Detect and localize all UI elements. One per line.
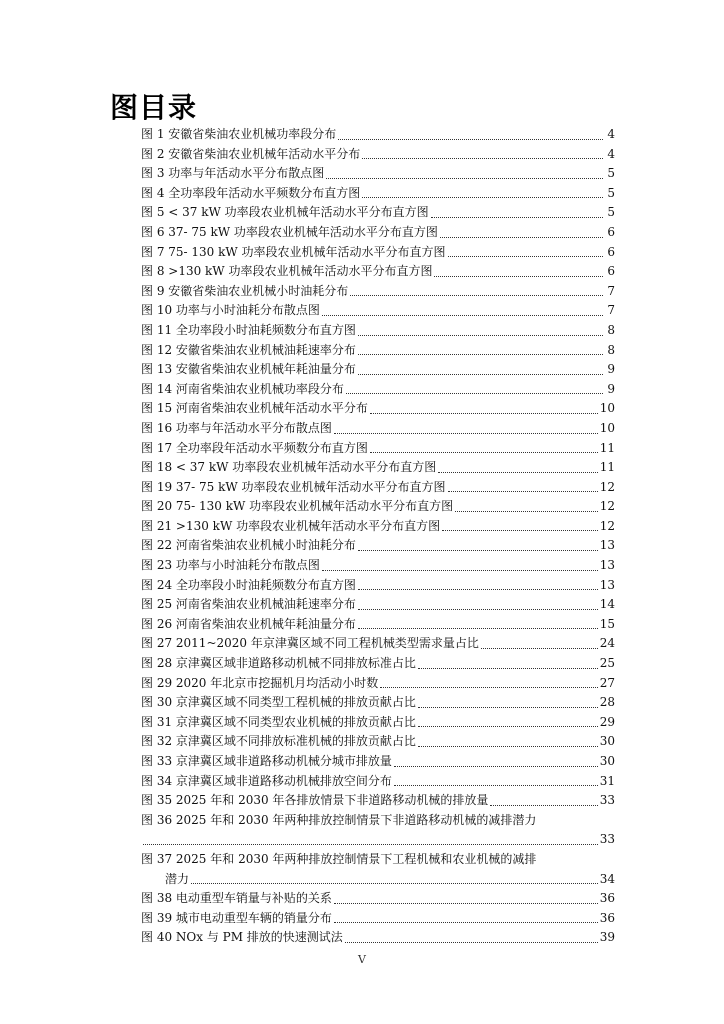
toc-entry[interactable] xyxy=(141,125,615,145)
toc-entry-page: 13 xyxy=(599,558,615,573)
toc-entry-page: 6 xyxy=(607,224,615,239)
toc-entry[interactable] xyxy=(141,184,615,204)
toc-entry-page: 14 xyxy=(599,597,615,612)
toc-entry-page: 11 xyxy=(599,440,615,455)
toc-entry-label: 图 35 2025 年和 2030 年各排放情景下非道路移动机械的排放量 xyxy=(141,793,489,808)
dot-leader xyxy=(362,197,603,198)
figure-list xyxy=(141,125,615,948)
toc-entry-page: 4 xyxy=(607,127,615,141)
dot-leader xyxy=(338,139,603,140)
toc-entry-label: 图 26 河南省柴油农业机械年耗油量分布 xyxy=(141,616,356,631)
toc-entry-label: 图 5 < 37 kW 功率段农业机械年活动水平分布直方图 xyxy=(141,205,429,220)
dot-leader xyxy=(418,707,598,708)
toc-entry-label: 图 29 2020 年北京市挖掘机月均活动小时数 xyxy=(141,675,379,690)
dot-leader xyxy=(322,570,598,571)
toc-entry-page: 5 xyxy=(607,185,615,200)
toc-entry[interactable] xyxy=(141,674,615,694)
toc-entry[interactable] xyxy=(141,203,615,223)
toc-entry-label: 图 1 安徽省柴油农业机械功率段分布 xyxy=(141,127,337,141)
toc-entry[interactable] xyxy=(141,439,615,459)
toc-entry[interactable] xyxy=(141,713,615,733)
toc-entry[interactable] xyxy=(141,458,615,478)
toc-entry[interactable] xyxy=(141,262,615,282)
dot-leader xyxy=(380,687,597,688)
toc-entry-label: 图 38 电动重型车销量与补贴的关系 xyxy=(141,891,332,906)
toc-entry-page: 8 xyxy=(607,342,615,357)
toc-entry[interactable] xyxy=(141,576,615,596)
dot-leader xyxy=(358,550,598,551)
dot-leader xyxy=(370,413,598,414)
toc-entry[interactable] xyxy=(141,321,615,341)
dot-leader xyxy=(448,256,603,257)
toc-entry[interactable] xyxy=(141,301,615,321)
toc-entry-label: 图 30 京津冀区域不同类型工程机械的排放贡献占比 xyxy=(141,695,416,710)
dot-leader xyxy=(394,785,598,786)
toc-entry-page: 10 xyxy=(599,401,615,416)
toc-entry[interactable] xyxy=(141,380,615,400)
toc-entry-label: 图 10 功率与小时油耗分布散点图 xyxy=(141,303,320,318)
toc-entry-label: 图 12 安徽省柴油农业机械油耗速率分布 xyxy=(141,342,356,357)
dot-leader xyxy=(334,922,598,923)
toc-entry-page: 5 xyxy=(607,205,615,220)
toc-entry[interactable] xyxy=(141,752,615,772)
toc-entry-page: 5 xyxy=(607,166,615,181)
toc-entry[interactable] xyxy=(141,889,615,909)
toc-entry-label: 图 6 37- 75 kW 功率段农业机械年活动水平分布直方图 xyxy=(141,224,438,239)
toc-entry-page: 31 xyxy=(599,773,615,788)
dot-leader xyxy=(326,178,603,179)
dot-leader xyxy=(358,628,598,629)
toc-entry[interactable] xyxy=(141,164,615,184)
toc-entry[interactable] xyxy=(141,517,615,537)
toc-entry-page: 34 xyxy=(599,871,615,886)
toc-entry-label: 图 21 >130 kW 功率段农业机械年活动水平分布直方图 xyxy=(141,518,441,533)
toc-entry-label: 图 32 京津冀区域不同排放标准机械的排放贡献占比 xyxy=(141,734,416,749)
toc-entry[interactable] xyxy=(141,223,615,243)
toc-entry-label: 图 19 37- 75 kW 功率段农业机械年活动水平分布直方图 xyxy=(141,479,446,494)
toc-entry-page: 7 xyxy=(607,303,615,318)
dot-leader xyxy=(490,805,597,806)
toc-entry-page: 6 xyxy=(607,244,615,259)
dot-leader xyxy=(442,530,598,531)
dot-leader xyxy=(362,158,603,159)
toc-entry-label: 图 18 < 37 kW 功率段农业机械年活动水平分布直方图 xyxy=(141,460,437,475)
toc-entry[interactable] xyxy=(141,693,615,713)
toc-entry-label: 图 16 功率与年活动水平分布散点图 xyxy=(141,420,332,435)
toc-entry-label: 图 17 全功率段年活动水平频数分布直方图 xyxy=(141,440,368,455)
page-title: 图目录 xyxy=(110,91,198,124)
toc-entry-label: 图 8 >130 kW 功率段农业机械年活动水平分布直方图 xyxy=(141,264,433,279)
toc-entry-page: 33 xyxy=(599,832,615,847)
toc-entry[interactable] xyxy=(141,399,615,419)
toc-entry-label: 图 25 河南省柴油农业机械油耗速率分布 xyxy=(141,597,356,612)
dot-leader xyxy=(358,354,603,355)
toc-entry-label: 图 11 全功率段小时油耗频数分布直方图 xyxy=(141,322,356,337)
toc-entry[interactable] xyxy=(141,654,615,674)
toc-entry[interactable] xyxy=(141,615,615,635)
dot-leader xyxy=(346,393,603,394)
dot-leader xyxy=(418,668,598,669)
dot-leader xyxy=(334,433,598,434)
toc-entry-page: 29 xyxy=(599,714,615,729)
toc-entry-label: 图 36 2025 年和 2030 年两种排放控制情景下非道路移动机械的减排潜力 xyxy=(141,812,537,827)
toc-entry-label: 图 22 河南省柴油农业机械小时油耗分布 xyxy=(141,538,356,553)
toc-entry-page: 27 xyxy=(599,675,615,690)
dot-leader xyxy=(431,217,603,218)
toc-entry-page: 9 xyxy=(607,362,615,377)
toc-entry[interactable] xyxy=(141,928,615,948)
toc-entry-label: 图 28 京津冀区域非道路移动机械不同排放标准占比 xyxy=(141,656,416,671)
dot-leader xyxy=(358,374,603,375)
toc-entry-page: 15 xyxy=(599,616,615,631)
toc-entry-label: 图 33 京津冀区域非道路移动机械分城市排放量 xyxy=(141,754,392,768)
dot-leader xyxy=(418,746,598,747)
dot-leader xyxy=(322,315,603,316)
toc-entry-label: 图 15 河南省柴油农业机械年活动水平分布 xyxy=(141,401,368,416)
toc-entry-page: 30 xyxy=(599,754,615,768)
dot-leader xyxy=(394,766,598,767)
toc-entry[interactable] xyxy=(141,791,615,811)
toc-entry[interactable] xyxy=(141,556,615,576)
toc-entry[interactable] xyxy=(141,772,615,792)
toc-entry-label: 图 4 全功率段年活动水平频数分布直方图 xyxy=(141,185,361,200)
toc-entry-label: 图 9 安徽省柴油农业机械小时油耗分布 xyxy=(141,283,349,298)
toc-entry-page: 9 xyxy=(607,381,615,396)
dot-leader xyxy=(440,237,603,238)
toc-entry-label: 图 13 安徽省柴油农业机械年耗油量分布 xyxy=(141,362,356,377)
toc-entry[interactable] xyxy=(141,341,615,361)
dot-leader xyxy=(481,648,598,649)
toc-entry-label: 图 3 功率与年活动水平分布散点图 xyxy=(141,166,325,181)
toc-entry-label-continued: 潜力 xyxy=(165,871,190,886)
toc-entry-page: 30 xyxy=(599,734,615,749)
dot-leader xyxy=(358,335,603,336)
toc-entry-page: 11 xyxy=(599,460,615,475)
toc-entry-page: 12 xyxy=(599,499,615,514)
dot-leader xyxy=(438,472,597,473)
dot-leader xyxy=(370,452,598,453)
dot-leader xyxy=(191,883,598,884)
toc-entry[interactable] xyxy=(141,282,615,302)
dot-leader xyxy=(358,609,598,610)
toc-entry-page: 33 xyxy=(599,793,615,808)
dot-leader xyxy=(143,844,598,845)
page-number: V xyxy=(358,953,366,966)
toc-entry-page: 13 xyxy=(599,577,615,592)
toc-entry-page: 36 xyxy=(599,891,615,906)
dot-leader xyxy=(358,589,598,590)
toc-entry-page: 13 xyxy=(599,538,615,553)
toc-entry-page: 6 xyxy=(607,264,615,279)
toc-entry[interactable] xyxy=(141,360,615,380)
toc-entry[interactable] xyxy=(141,732,615,752)
toc-entry-label: 图 34 京津冀区域非道路移动机械排放空间分布 xyxy=(141,773,392,788)
toc-entry-page: 36 xyxy=(599,910,615,925)
toc-entry[interactable] xyxy=(141,497,615,517)
toc-entry-label: 图 39 城市电动重型车辆的销量分布 xyxy=(141,910,332,925)
toc-entry-page: 39 xyxy=(599,930,615,945)
toc-entry-label: 图 24 全功率段小时油耗频数分布直方图 xyxy=(141,577,356,592)
toc-entry-label: 图 7 75- 130 kW 功率段农业机械年活动水平分布直方图 xyxy=(141,244,446,259)
dot-leader xyxy=(334,903,598,904)
toc-entry-label: 图 2 安徽省柴油农业机械年活动水平分布 xyxy=(141,146,361,161)
dot-leader xyxy=(418,726,598,727)
toc-entry-page: 7 xyxy=(607,283,615,298)
toc-entry[interactable] xyxy=(141,595,615,615)
toc-entry[interactable] xyxy=(141,909,615,929)
toc-entry-label: 图 14 河南省柴油农业机械功率段分布 xyxy=(141,381,344,396)
toc-entry[interactable] xyxy=(141,634,615,654)
dot-leader xyxy=(350,295,603,296)
toc-entry[interactable] xyxy=(141,478,615,498)
toc-entry[interactable] xyxy=(141,850,615,889)
toc-entry-label: 图 27 2011~2020 年京津冀区域不同工程机械类型需求量占比 xyxy=(141,636,479,651)
toc-entry-label: 图 31 京津冀区域不同类型农业机械的排放贡献占比 xyxy=(141,714,416,729)
toc-entry-page: 8 xyxy=(607,322,615,337)
toc-entry-page: 24 xyxy=(599,636,615,651)
toc-entry[interactable] xyxy=(141,419,615,439)
toc-entry-page: 28 xyxy=(599,695,615,710)
dot-leader xyxy=(455,511,598,512)
toc-entry-label: 图 40 NOx 与 PM 排放的快速测试法 xyxy=(141,930,343,945)
dot-leader xyxy=(345,942,598,943)
toc-entry[interactable] xyxy=(141,811,615,850)
dot-leader xyxy=(448,491,598,492)
toc-entry-label: 图 23 功率与小时油耗分布散点图 xyxy=(141,558,320,573)
toc-entry[interactable] xyxy=(141,243,615,263)
toc-entry-page: 25 xyxy=(599,656,615,671)
toc-entry-page: 4 xyxy=(607,146,615,161)
toc-entry-page: 12 xyxy=(599,518,615,533)
toc-entry-page: 12 xyxy=(599,479,615,494)
toc-entry-label: 图 20 75- 130 kW 功率段农业机械年活动水平分布直方图 xyxy=(141,499,454,514)
toc-entry[interactable] xyxy=(141,145,615,165)
toc-entry-label: 图 37 2025 年和 2030 年两种排放控制情景下工程机械和农业机械的减排 xyxy=(141,851,537,866)
toc-entry[interactable] xyxy=(141,536,615,556)
toc-entry-page: 10 xyxy=(599,420,615,435)
dot-leader xyxy=(434,276,603,277)
